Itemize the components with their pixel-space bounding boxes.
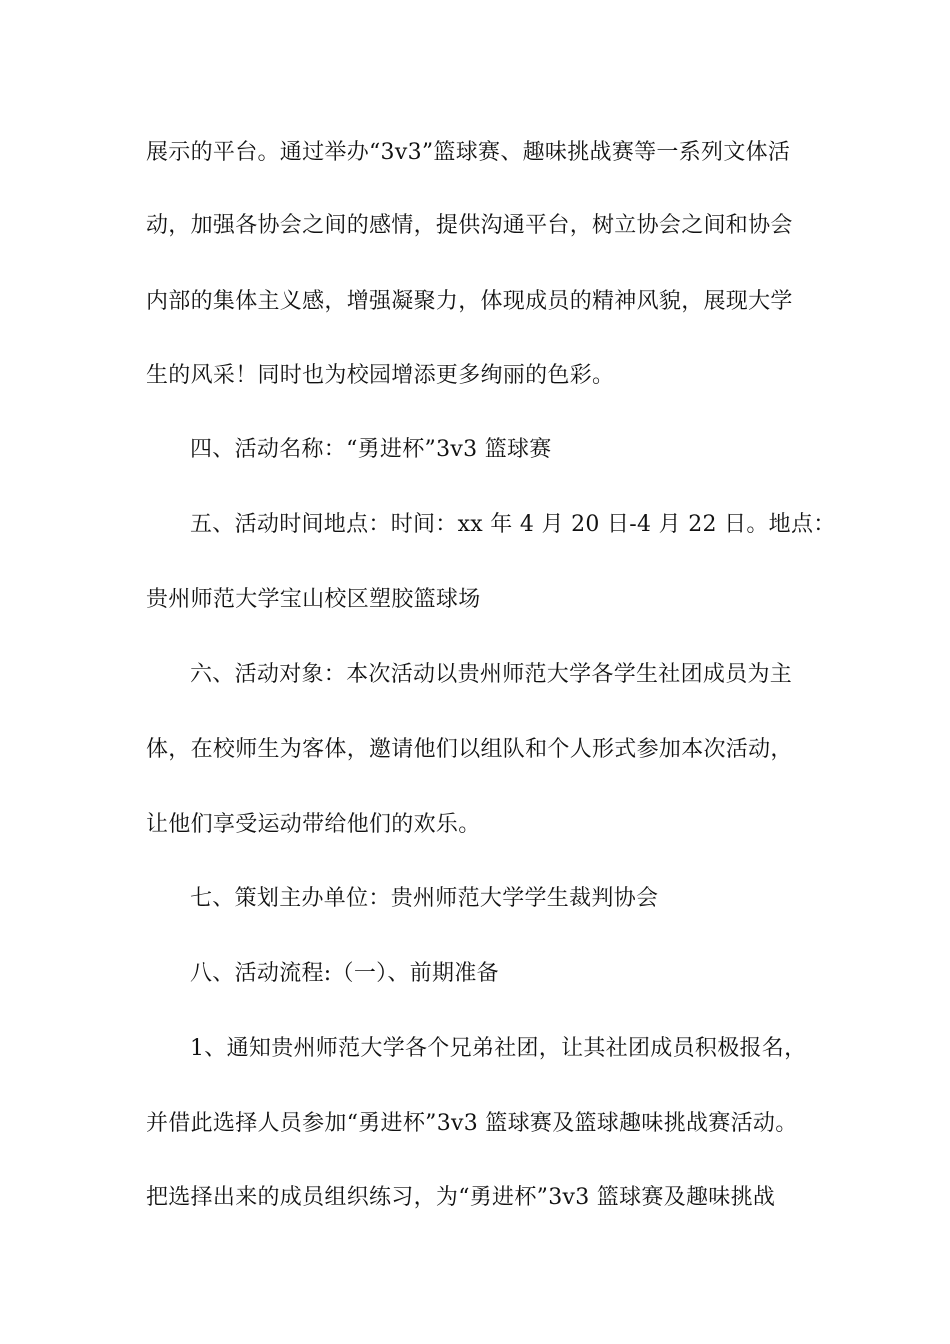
section-heading-process: 八、活动流程:（一）、前期准备 bbox=[190, 961, 499, 986]
list-item-line: 1、通知贵州师范大学各个兄弟社团，让其社团成员积极报名， bbox=[190, 1036, 807, 1061]
section-heading-participants: 六、活动对象：本次活动以贵州师范大学各学生社团成员为主 bbox=[190, 662, 793, 687]
paragraph-line: 生的风采！同时也为校园增添更多绚丽的色彩。 bbox=[146, 363, 615, 388]
section-heading-organizer: 七、策划主办单位：贵州师范大学学生裁判协会 bbox=[190, 886, 659, 911]
paragraph-line: 贵州师范大学宝山校区塑胶篮球场 bbox=[146, 587, 481, 612]
paragraph-line: 展示的平台。通过举办“3v3”篮球赛、趣味挑战赛等一系列文体活 bbox=[146, 140, 791, 165]
section-heading-activity-name: 四、活动名称：“勇进杯”3v3 篮球赛 bbox=[190, 437, 552, 462]
paragraph-line: 动，加强各协会之间的感情，提供沟通平台，树立协会之间和协会 bbox=[146, 213, 793, 238]
paragraph-line: 内部的集体主义感，增强凝聚力，体现成员的精神风貌，展现大学 bbox=[146, 289, 793, 314]
paragraph-line: 体，在校师生为客体，邀请他们以组队和个人形式参加本次活动， bbox=[146, 737, 793, 762]
paragraph-line: 让他们享受运动带给他们的欢乐。 bbox=[146, 812, 481, 837]
paragraph-line: 并借此选择人员参加“勇进杯”3v3 篮球赛及篮球趣味挑战赛活动。 bbox=[146, 1111, 798, 1136]
paragraph-line: 把选择出来的成员组织练习，为“勇进杯”3v3 篮球赛及趣味挑战 bbox=[146, 1185, 776, 1210]
section-heading-time-place: 五、活动时间地点：时间：xx 年 4 月 20 日-4 月 22 日。地点： bbox=[190, 512, 836, 537]
